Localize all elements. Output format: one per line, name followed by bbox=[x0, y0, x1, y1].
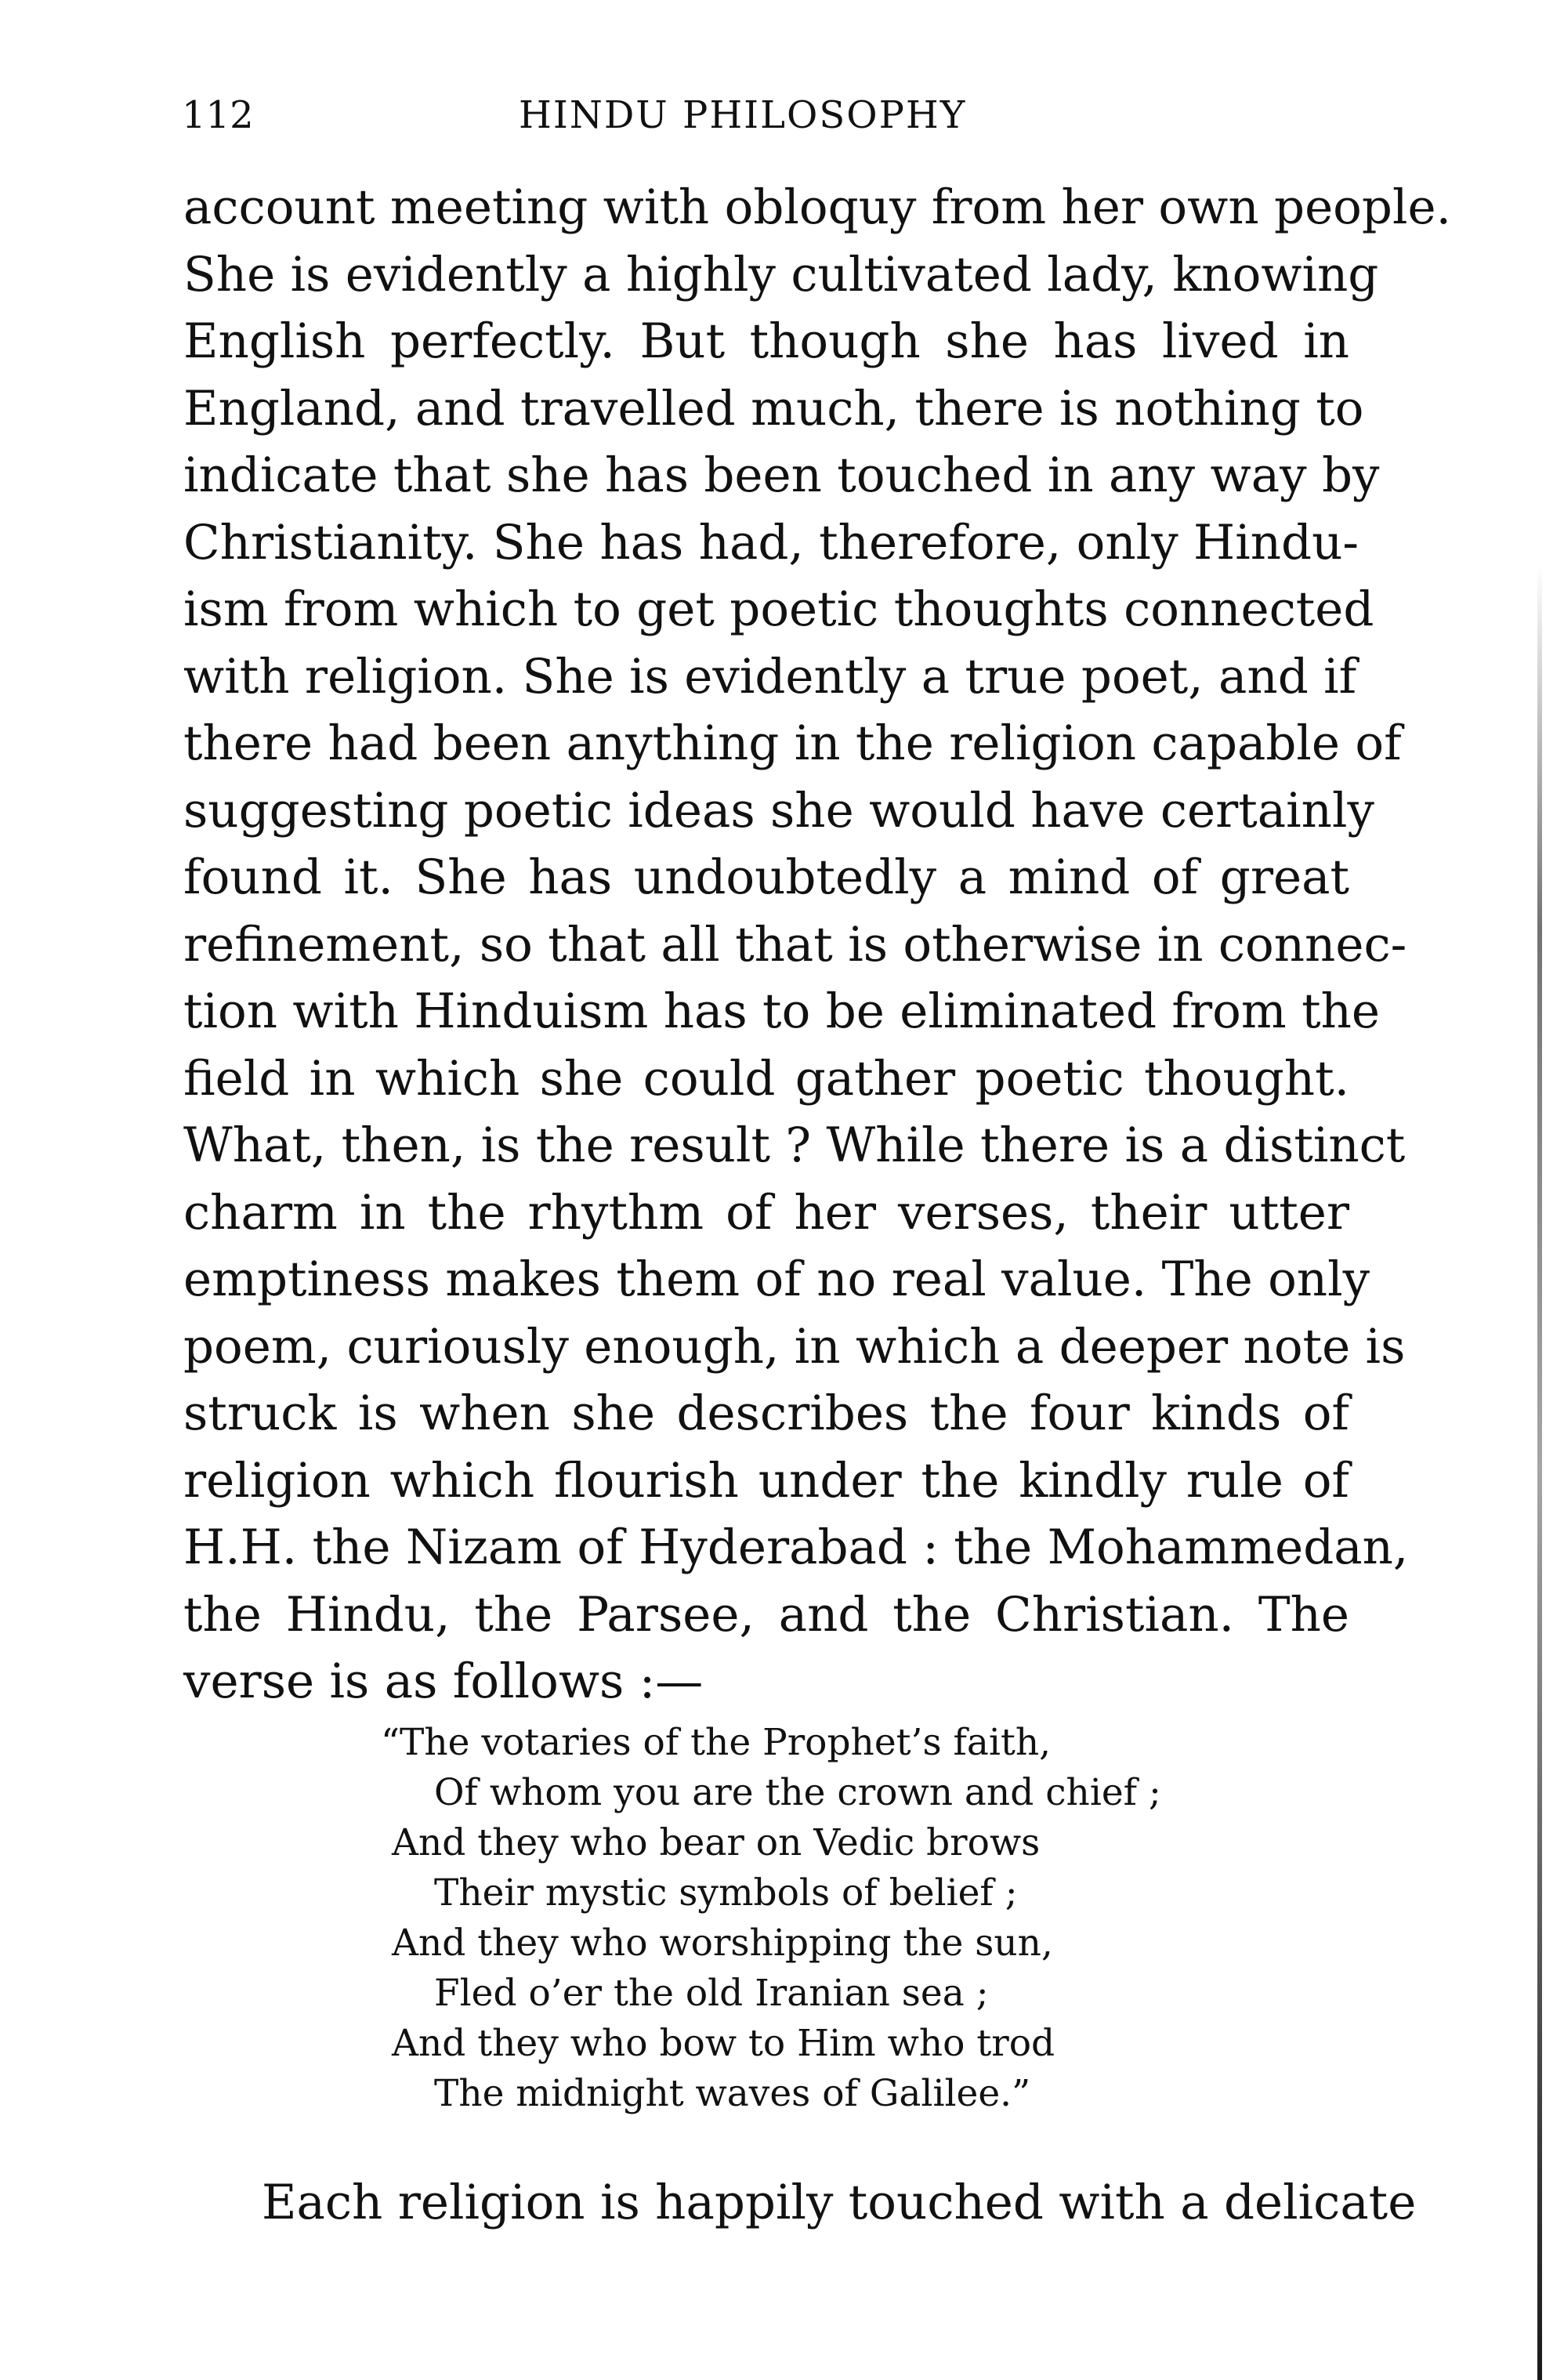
text-line: suggesting poetic ideas she would have certainly bbox=[183, 782, 1374, 839]
body-paragraph bbox=[183, 174, 1451, 1715]
text-line: poem, curiously enough, in which a deeper note is bbox=[183, 1318, 1406, 1375]
page-number: 112 bbox=[182, 93, 254, 137]
text-line: indicate that she has been touched in any way by bbox=[183, 447, 1380, 503]
poem-quotation bbox=[381, 1718, 1222, 2119]
text-line: Christianity. She has had, therefore, only Hindu- bbox=[183, 514, 1359, 571]
text-line: field in which she could gather poetic thought. bbox=[183, 1050, 1349, 1107]
poem-line: And they who bow to Him who trod bbox=[392, 2022, 1055, 2065]
poem-line: The midnight waves of Galilee.” bbox=[434, 2072, 1031, 2115]
text-line: the Hindu, the Parsee, and the Christian. The bbox=[183, 1586, 1349, 1643]
text-line: ism from which to get poetic thoughts connected bbox=[183, 581, 1374, 637]
text-line: there had been anything in the religion capable of bbox=[183, 715, 1402, 771]
poem-line: Fled o’er the old Iranian sea ; bbox=[434, 1972, 989, 2015]
text-line: found it. She has undoubtedly a mind of great bbox=[183, 849, 1349, 905]
text-line: struck is when she describes the four kinds of bbox=[183, 1386, 1349, 1441]
text-line: account meeting with obloquy from her own people. bbox=[183, 179, 1451, 235]
text-line: What, then, is the result ? While there is a distinct bbox=[183, 1118, 1406, 1173]
text-line: charm in the rhythm of her verses, their utter bbox=[183, 1184, 1349, 1241]
text-line: H.H. the Nizam of Hyderabad : the Mohammedan, bbox=[183, 1520, 1409, 1575]
running-title: HINDU PHILOSOPHY bbox=[519, 93, 967, 137]
scan-edge-shadow bbox=[1537, 564, 1542, 2380]
text-line: verse is as follows :— bbox=[183, 1654, 704, 1709]
poem-line: And they who worshipping the sun, bbox=[392, 1922, 1053, 1965]
text-line: England, and travelled much, there is nothing to bbox=[183, 380, 1364, 437]
poem-line: And they who bear on Vedic brows bbox=[392, 1821, 1041, 1864]
text-line: refinement, so that all that is otherwise in connec- bbox=[183, 916, 1407, 973]
text-line: tion with Hinduism has to be eliminated from the bbox=[183, 984, 1380, 1039]
text-line: with religion. She is evidently a true poet, and if bbox=[183, 648, 1357, 705]
text-line: She is evidently a highly cultivated lady, knowing bbox=[183, 246, 1379, 302]
poem-line: Their mystic symbols of belief ; bbox=[434, 1871, 1018, 1915]
page-header bbox=[182, 88, 1349, 143]
text-line: emptiness makes them of no real value. The only bbox=[183, 1252, 1370, 1307]
text-line: religion which flourish under the kindly rule of bbox=[183, 1452, 1349, 1509]
text-line: English perfectly. But though she has lived in bbox=[183, 313, 1349, 369]
poem-line: “The votaries of the Prophet’s faith, bbox=[381, 1721, 1052, 1764]
closing-text-line: Each religion is happily touched with a delicate bbox=[262, 2175, 1417, 2230]
poem-line: Of whom you are the crown and chief ; bbox=[434, 1771, 1161, 1814]
